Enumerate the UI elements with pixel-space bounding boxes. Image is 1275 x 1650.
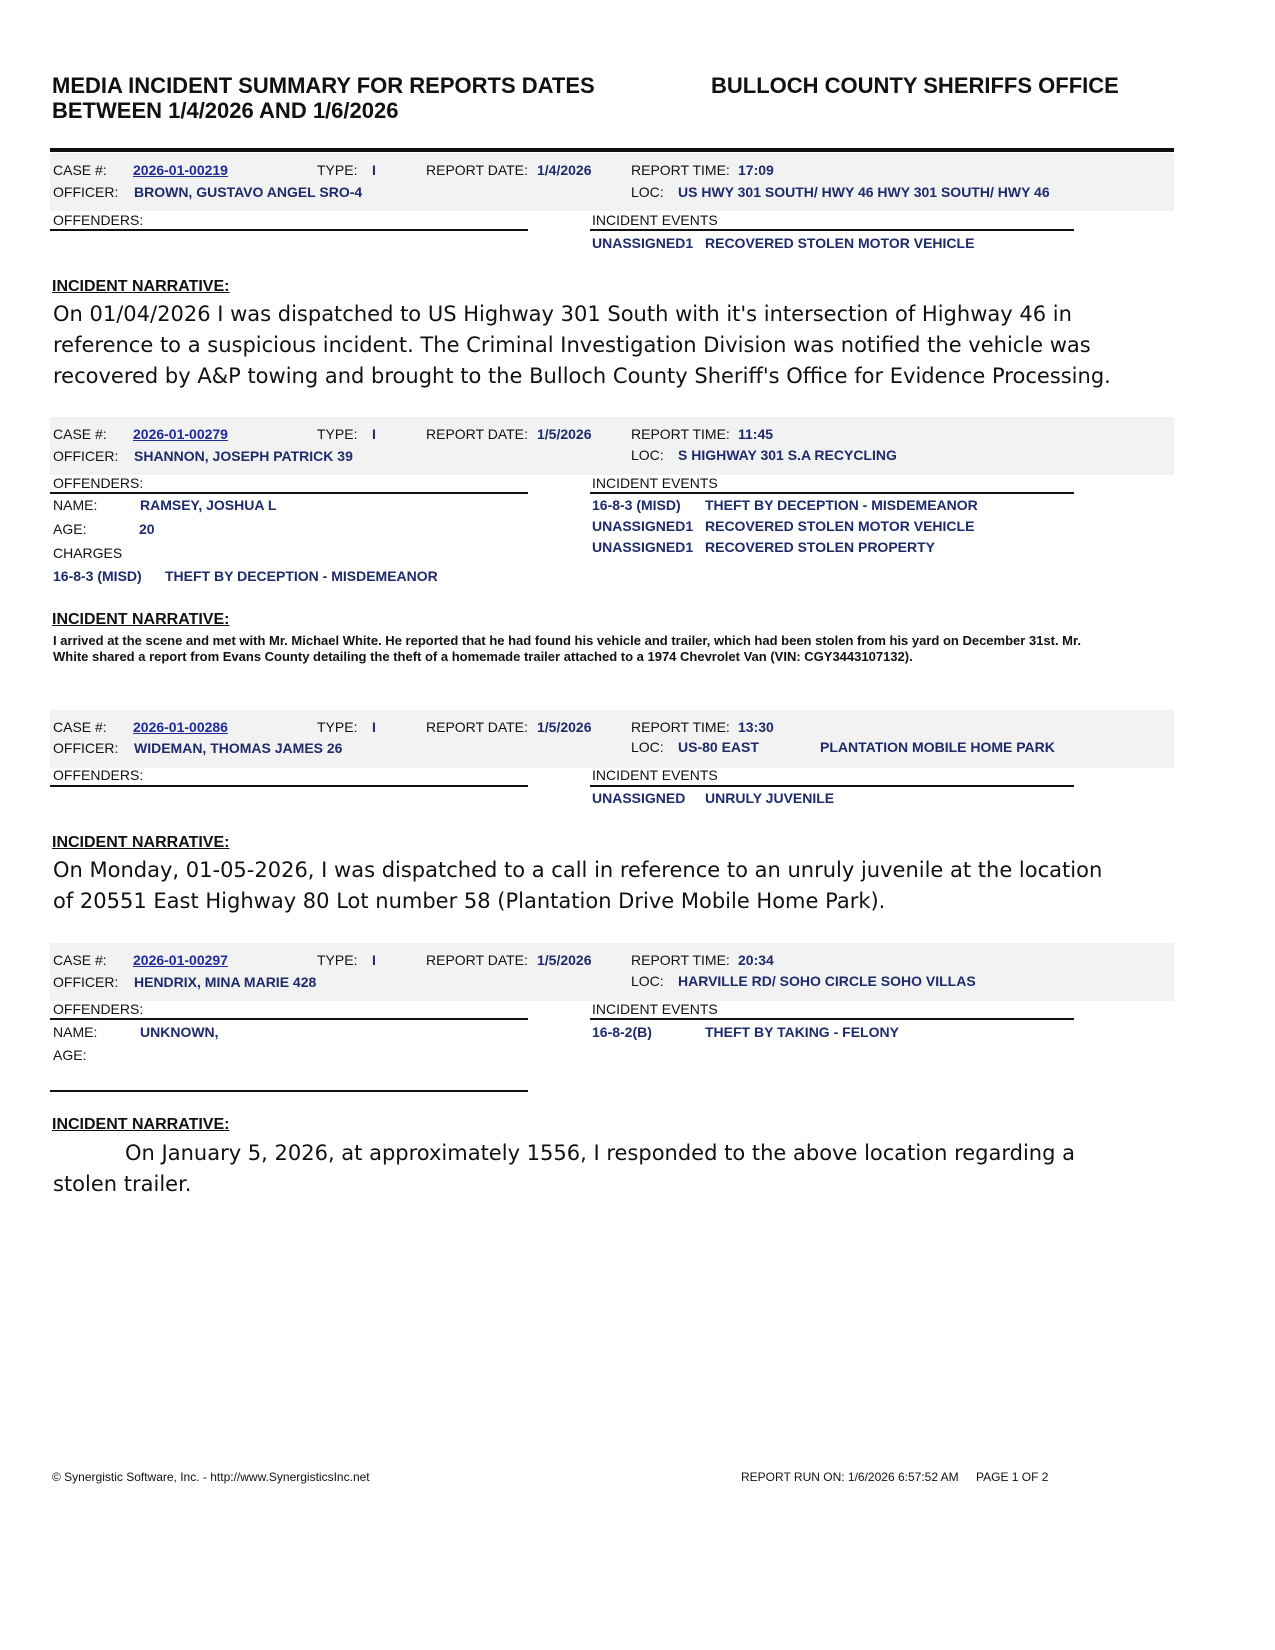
narrative-text: I arrived at the scene and met with Mr. Michael White. He reported that he had found his vehicle and trailer, which had been stolen from his yard on December 31st. Mr. White shared a report from Evans County detailing the theft of a homemade trailer attached to a 1974 Chevrolet Van (VIN: CGY3443107132). [53, 633, 1081, 664]
report-time-label: REPORT TIME: [631, 162, 730, 178]
type-label: TYPE: [317, 162, 358, 178]
report-time-label: REPORT TIME: [631, 719, 730, 735]
type-label: TYPE: [317, 952, 358, 968]
report-date-label: REPORT DATE: [426, 162, 528, 178]
type-value: I [372, 719, 376, 735]
offender-name-value: RAMSEY, JOSHUA L [140, 497, 277, 513]
offenders-underline [50, 492, 528, 494]
loc-value: HARVILLE RD/ SOHO CIRCLE SOHO VILLAS [678, 973, 976, 989]
report-date-value: 1/4/2026 [537, 162, 592, 178]
type-label: TYPE: [317, 719, 358, 735]
narrative-text: On January 5, 2026, at approximately 1556, I responded to the above location regarding a stolen trailer. [53, 1141, 1075, 1196]
events-underline [590, 785, 1074, 787]
report-time-value: 13:30 [738, 719, 774, 735]
loc-label: LOC: [631, 184, 664, 200]
case-number-label: CASE #: [53, 719, 107, 735]
event-code: 16-8-2(B) [592, 1024, 652, 1040]
charges-label: CHARGES [53, 545, 123, 561]
loc-value: US-80 EAST [678, 739, 759, 755]
case-number-label: CASE #: [53, 426, 107, 442]
narrative-heading: INCIDENT NARRATIVE: [52, 1116, 230, 1133]
offenders-label: OFFENDERS: [53, 212, 144, 228]
officer-value: WIDEMAN, THOMAS JAMES 26 [134, 740, 343, 756]
event-desc: THEFT BY TAKING - FELONY [705, 1024, 899, 1040]
narrative-heading: INCIDENT NARRATIVE: [52, 611, 230, 628]
report-time-label: REPORT TIME: [631, 426, 730, 442]
offenders-label: OFFENDERS: [53, 767, 144, 783]
case-number-link[interactable]: 2026-01-00279 [133, 426, 228, 442]
officer-value: BROWN, GUSTAVO ANGEL SRO-4 [134, 184, 363, 200]
officer-label: OFFICER: [53, 448, 119, 464]
offenders-label: OFFENDERS: [53, 475, 144, 491]
report-title-line2: BETWEEN 1/4/2026 AND 1/6/2026 [52, 98, 399, 123]
case-number-link[interactable]: 2026-01-00219 [133, 162, 228, 178]
report-date-value: 1/5/2026 [537, 426, 592, 442]
case-number-link[interactable]: 2026-01-00286 [133, 719, 228, 735]
report-date-label: REPORT DATE: [426, 426, 528, 442]
offender-name-label: NAME: [53, 497, 98, 513]
type-label: TYPE: [317, 426, 358, 442]
event-code: UNASSIGNED1 [592, 518, 694, 534]
offender-age-label: AGE: [53, 521, 87, 537]
event-desc: RECOVERED STOLEN MOTOR VEHICLE [705, 235, 975, 251]
offender-name-label: NAME: [53, 1024, 98, 1040]
offenders-underline [50, 229, 528, 231]
offenders-underline [50, 1018, 528, 1020]
event-code: 16-8-3 (MISD) [592, 497, 681, 513]
officer-label: OFFICER: [53, 974, 119, 990]
event-code: UNASSIGNED1 [592, 235, 694, 251]
report-time-value: 11:45 [738, 426, 774, 442]
offender-name-value: UNKNOWN, [140, 1024, 219, 1040]
events-underline [590, 229, 1074, 231]
header-divider [50, 148, 1174, 152]
report-date-label: REPORT DATE: [426, 719, 528, 735]
offender-block-underline [50, 1090, 528, 1092]
offenders-underline [50, 785, 528, 787]
loc-value: US HWY 301 SOUTH/ HWY 46 HWY 301 SOUTH/ HWY 46 [678, 184, 1050, 200]
offender-age-value: 20 [139, 521, 155, 537]
report-time-value: 20:34 [738, 952, 774, 968]
type-value: I [372, 952, 376, 968]
officer-value: HENDRIX, MINA MARIE 428 [134, 974, 317, 990]
event-desc: RECOVERED STOLEN PROPERTY [705, 539, 936, 555]
loc-secondary-value: PLANTATION MOBILE HOME PARK [820, 739, 1055, 755]
officer-label: OFFICER: [53, 184, 119, 200]
report-date-value: 1/5/2026 [537, 952, 592, 968]
event-desc: THEFT BY DECEPTION - MISDEMEANOR [705, 497, 978, 513]
type-value: I [372, 162, 376, 178]
agency-name: BULLOCH COUNTY SHERIFFS OFFICE [711, 73, 1119, 98]
case-number-link[interactable]: 2026-01-00297 [133, 952, 228, 968]
charge-code: 16-8-3 (MISD) [53, 568, 142, 584]
narrative-heading: INCIDENT NARRATIVE: [52, 834, 230, 851]
loc-value: S HIGHWAY 301 S.A RECYCLING [678, 447, 897, 463]
narrative-text: On Monday, 01-05-2026, I was dispatched to a call in reference to an unruly juvenile at the location of 20551 East Highway 80 Lot number 58 (Plantation Drive Mobile Home Park). [53, 858, 1103, 913]
incident-events-label: INCIDENT EVENTS [592, 475, 718, 491]
incident-events-label: INCIDENT EVENTS [592, 212, 718, 228]
incident-events-label: INCIDENT EVENTS [592, 767, 718, 783]
report-date-label: REPORT DATE: [426, 952, 528, 968]
loc-label: LOC: [631, 447, 664, 463]
case-number-label: CASE #: [53, 162, 107, 178]
narrative-text: On 01/04/2026 I was dispatched to US Highway 301 South with it's intersection of Highway 46 in reference to a suspicious incident. The Criminal Investigation Division was notified the vehicle was recovered by A&P towing and brought to the Bulloch County Sheriff's Office for Evidence Processing. [53, 302, 1111, 388]
footer-run-on: REPORT RUN ON: 1/6/2026 6:57:52 AM [741, 1470, 959, 1484]
events-underline [590, 1018, 1074, 1020]
event-desc: RECOVERED STOLEN MOTOR VEHICLE [705, 518, 975, 534]
case-number-label: CASE #: [53, 952, 107, 968]
offender-age-label: AGE: [53, 1047, 87, 1063]
footer-copyright: © Synergistic Software, Inc. - http://www.SynergisticsInc.net [52, 1470, 370, 1484]
officer-label: OFFICER: [53, 740, 119, 756]
events-underline [590, 492, 1074, 494]
report-title-line1: MEDIA INCIDENT SUMMARY FOR REPORTS DATES [52, 73, 595, 98]
report-date-value: 1/5/2026 [537, 719, 592, 735]
report-time-label: REPORT TIME: [631, 952, 730, 968]
type-value: I [372, 426, 376, 442]
charge-desc: THEFT BY DECEPTION - MISDEMEANOR [165, 568, 438, 584]
incident-events-label: INCIDENT EVENTS [592, 1001, 718, 1017]
loc-label: LOC: [631, 973, 664, 989]
narrative-heading: INCIDENT NARRATIVE: [52, 278, 230, 295]
offenders-label: OFFENDERS: [53, 1001, 144, 1017]
event-code: UNASSIGNED1 [592, 539, 694, 555]
report-time-value: 17:09 [738, 162, 774, 178]
loc-label: LOC: [631, 739, 664, 755]
officer-value: SHANNON, JOSEPH PATRICK 39 [134, 448, 353, 464]
event-code: UNASSIGNED [592, 790, 686, 806]
footer-page-number: PAGE 1 OF 2 [976, 1470, 1049, 1484]
event-desc: UNRULY JUVENILE [705, 790, 835, 806]
